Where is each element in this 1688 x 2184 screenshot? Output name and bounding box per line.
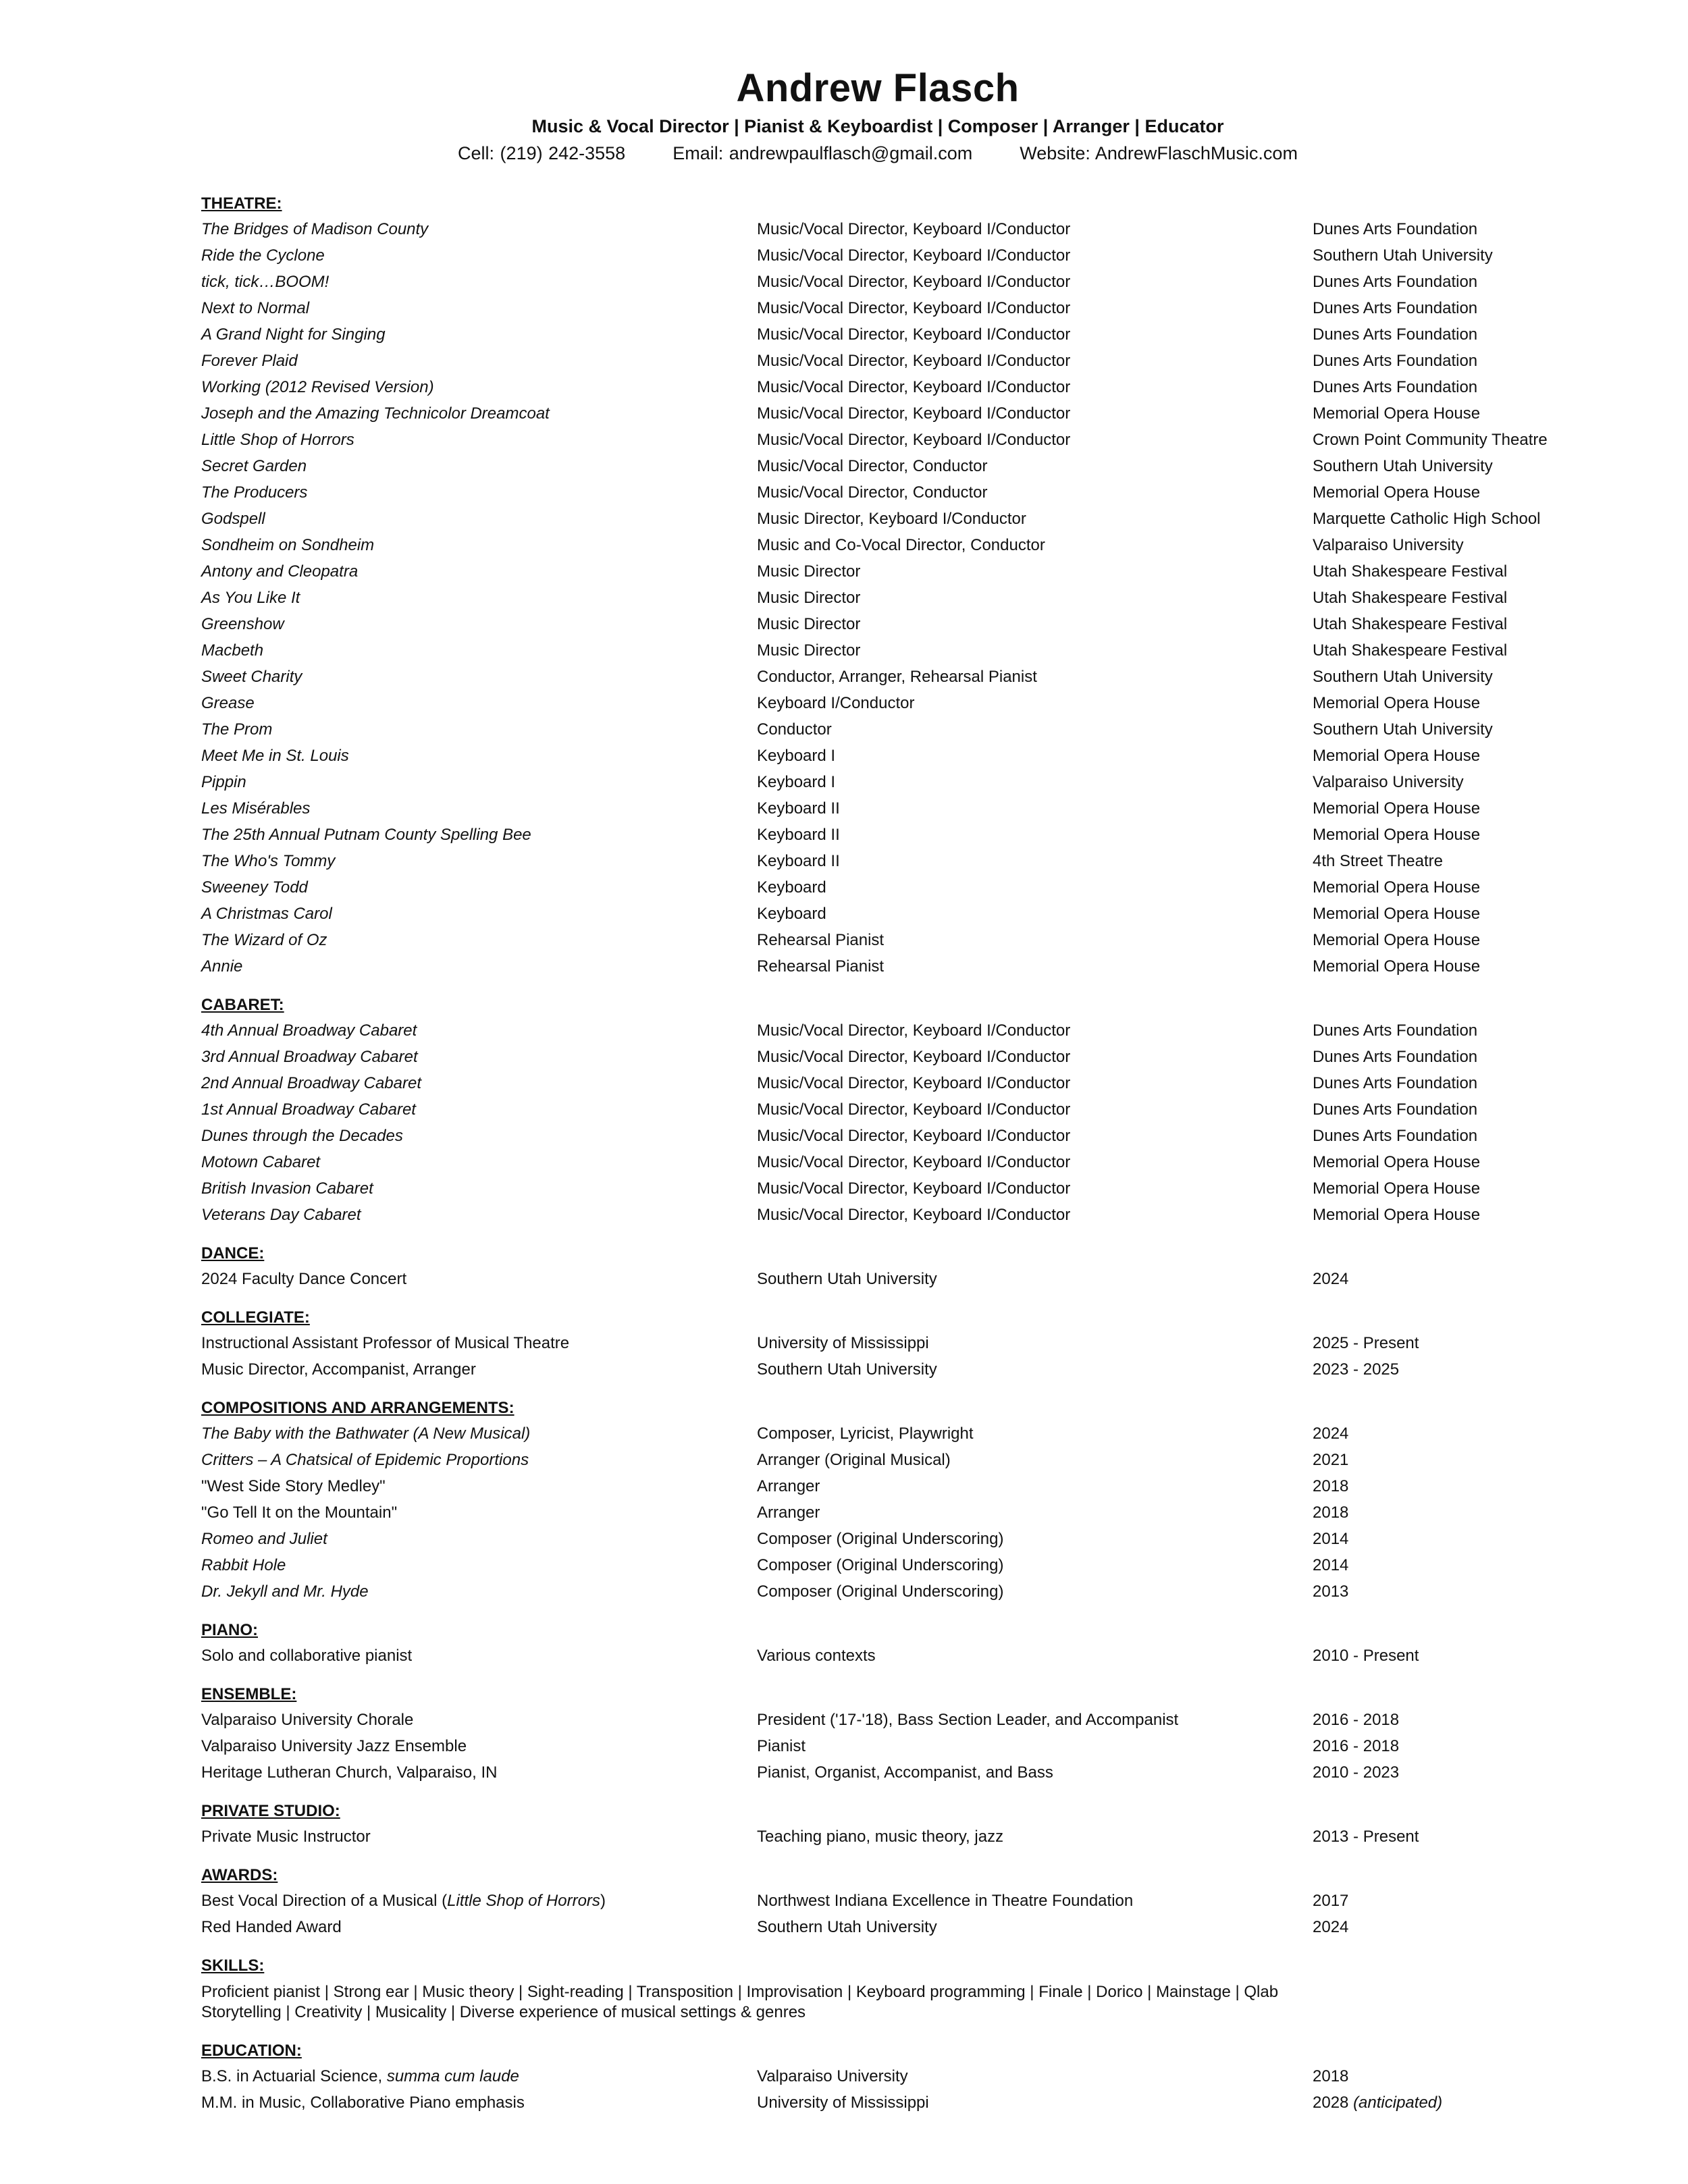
entry-title: British Invasion Cabaret	[201, 1179, 373, 1198]
entry-row	[201, 1499, 1565, 1526]
section-heading: ENSEMBLE:	[201, 1685, 297, 1703]
entry-title: Music Director, Accompanist, Arranger	[201, 1360, 476, 1379]
entry-title: The Who's Tommy	[201, 852, 336, 870]
section-theatre	[201, 192, 1565, 980]
entry-venue: Dunes Arts Foundation	[1313, 1074, 1478, 1092]
entry-role: Conductor	[757, 720, 832, 739]
entry-title: 1st Annual Broadway Cabaret	[201, 1100, 416, 1119]
entry-venue: Marquette Catholic High School	[1313, 510, 1541, 528]
entry-venue: 2010 - Present	[1313, 1647, 1419, 1665]
entry-row	[201, 1017, 1565, 1044]
skills-list	[201, 1978, 1565, 2025]
entry-title: 2nd Annual Broadway Cabaret	[201, 1074, 421, 1092]
entry-title: Romeo and Juliet	[201, 1530, 327, 1548]
section-heading: COMPOSITIONS AND ARRANGEMENTS:	[201, 1399, 515, 1417]
entry-title: Greenshow	[201, 615, 284, 633]
entry-row	[201, 295, 1565, 321]
entry-row	[201, 1123, 1565, 1149]
entry-venue: Dunes Arts Foundation	[1313, 378, 1478, 396]
entry-title: Working (2012 Revised Version)	[201, 378, 434, 396]
education-row	[201, 2089, 1565, 2116]
entry-title: Secret Garden	[201, 457, 307, 475]
school: University of Mississippi	[757, 2094, 929, 2112]
entry-role: Music/Vocal Director, Conductor	[757, 457, 988, 475]
resume-header	[0, 64, 1688, 167]
entry-role: Music/Vocal Director, Keyboard I/Conductor	[757, 1074, 1071, 1092]
entry-role: Keyboard I	[757, 747, 836, 765]
tagline: Music & Vocal Director | Pianist & Keyboardist | Composer | Arranger | Educator	[531, 116, 1224, 136]
entry-row	[201, 874, 1565, 901]
entry-title: The Wizard of Oz	[201, 931, 327, 949]
entry-venue: Dunes Arts Foundation	[1313, 1048, 1478, 1066]
entry-title: Ride the Cyclone	[201, 246, 325, 265]
entry-role: Keyboard II	[757, 852, 840, 870]
entry-title: Sweeney Todd	[201, 878, 308, 897]
entry-role: Composer (Original Underscoring)	[757, 1530, 1004, 1548]
website: Website: AndrewFlaschMusic.com	[1020, 143, 1298, 163]
entry-venue: 4th Street Theatre	[1313, 852, 1444, 870]
entry-title: The Baby with the Bathwater (A New Musical)	[201, 1424, 531, 1443]
entry-venue: Crown Point Community Theatre	[1313, 431, 1548, 449]
entry-title: Next to Normal	[201, 299, 310, 317]
entry-title: Grease	[201, 694, 255, 712]
entry-role: Keyboard II	[757, 826, 840, 844]
entry-title: Private Music Instructor	[201, 1828, 371, 1846]
section-skills	[201, 1954, 1565, 2025]
entry-title: 2024 Faculty Dance Concert	[201, 1270, 407, 1288]
entry-title: The Prom	[201, 720, 273, 739]
entry-title: "West Side Story Medley"	[201, 1477, 386, 1495]
entry-row	[201, 479, 1565, 506]
entry-venue: Memorial Opera House	[1313, 483, 1481, 502]
award-row	[201, 1914, 1565, 1940]
entry-role: Music/Vocal Director, Keyboard I/Conductor	[757, 378, 1071, 396]
entry-venue: 2023 - 2025	[1313, 1360, 1400, 1379]
entry-venue: 2014	[1313, 1530, 1349, 1548]
section-dance	[201, 1242, 1565, 1292]
entry-row	[201, 637, 1565, 664]
entry-row	[201, 1202, 1565, 1228]
entry-venue: Southern Utah University	[1313, 246, 1493, 265]
entry-row	[201, 953, 1565, 980]
entry-role: Music/Vocal Director, Keyboard I/Conductor	[757, 273, 1071, 291]
entry-title: Macbeth	[201, 641, 264, 660]
entry-role: Music Director	[757, 615, 861, 633]
entry-role: Music/Vocal Director, Keyboard I/Conductor	[757, 325, 1071, 344]
entry-venue: 2013	[1313, 1582, 1349, 1601]
section-awards	[201, 1863, 1565, 1940]
entry-row	[201, 1175, 1565, 1202]
entry-role: Southern Utah University	[757, 1360, 937, 1379]
person-name: Andrew Flasch	[736, 66, 1020, 110]
entry-row	[201, 216, 1565, 242]
entry-title: Critters – A Chatsical of Epidemic Proportions	[201, 1451, 529, 1469]
entry-role: Music Director	[757, 589, 861, 607]
entry-row	[201, 822, 1565, 848]
degree: B.S. in Actuarial Science, summa cum laude	[201, 2067, 519, 2085]
skills-line: Storytelling | Creativity | Musicality | Diverse experience of musical settings & genres	[201, 2003, 806, 2021]
entry-role: Music/Vocal Director, Conductor	[757, 483, 988, 502]
entry-role: Conductor, Arranger, Rehearsal Pianist	[757, 668, 1037, 686]
entry-title: Solo and collaborative pianist	[201, 1647, 413, 1665]
award-row	[201, 1888, 1565, 1914]
entry-role: Rehearsal Pianist	[757, 931, 885, 949]
resume-body	[201, 192, 1565, 2116]
entry-venue: Dunes Arts Foundation	[1313, 299, 1478, 317]
award-year: 2024	[1313, 1918, 1349, 1936]
entry-role: Various contexts	[757, 1647, 876, 1665]
entry-title: Heritage Lutheran Church, Valparaiso, IN	[201, 1763, 498, 1782]
entry-row	[201, 716, 1565, 743]
entry-row	[201, 400, 1565, 427]
entry-row	[201, 795, 1565, 822]
entry-title: 4th Annual Broadway Cabaret	[201, 1021, 417, 1040]
entry-row	[201, 1759, 1565, 1786]
entry-row	[201, 585, 1565, 611]
entry-venue: Memorial Opera House	[1313, 1206, 1481, 1224]
entry-row	[201, 1266, 1565, 1292]
section-private-studio	[201, 1799, 1565, 1850]
entry-row	[201, 1044, 1565, 1070]
entry-title: Valparaiso University Jazz Ensemble	[201, 1737, 467, 1755]
entry-role: President ('17-'18), Bass Section Leader, and Accompanist	[757, 1711, 1179, 1729]
cell-phone: Cell: (219) 242-3558	[458, 143, 626, 163]
entry-role: Music Director	[757, 641, 861, 660]
entry-row	[201, 743, 1565, 769]
entry-row	[201, 1552, 1565, 1578]
award-year: 2017	[1313, 1892, 1349, 1910]
education-row	[201, 2063, 1565, 2089]
entry-row	[201, 664, 1565, 690]
entry-row	[201, 1070, 1565, 1096]
entry-venue: Memorial Opera House	[1313, 931, 1481, 949]
entry-row	[201, 611, 1565, 637]
entry-venue: Dunes Arts Foundation	[1313, 273, 1478, 291]
entry-role: Arranger	[757, 1477, 820, 1495]
award-name: Red Handed Award	[201, 1918, 342, 1936]
entry-title: "Go Tell It on the Mountain"	[201, 1503, 398, 1522]
entry-venue: 2016 - 2018	[1313, 1737, 1400, 1755]
entry-venue: 2024	[1313, 1424, 1349, 1443]
entry-title: Sondheim on Sondheim	[201, 536, 375, 554]
entry-role: Keyboard II	[757, 799, 840, 818]
entry-role: Composer, Lyricist, Playwright	[757, 1424, 974, 1443]
entry-row	[201, 558, 1565, 585]
entry-role: Pianist, Organist, Accompanist, and Bass	[757, 1763, 1053, 1782]
entry-role: Music/Vocal Director, Keyboard I/Conductor	[757, 246, 1071, 265]
entry-title: Dr. Jekyll and Mr. Hyde	[201, 1582, 369, 1601]
entry-venue: 2018	[1313, 1503, 1349, 1522]
entry-venue: Memorial Opera House	[1313, 799, 1481, 818]
entry-role: Music Director	[757, 562, 861, 581]
entry-title: Little Shop of Horrors	[201, 431, 354, 449]
entry-row	[201, 769, 1565, 795]
entry-venue: Utah Shakespeare Festival	[1313, 562, 1508, 581]
entry-row	[201, 532, 1565, 558]
entry-row	[201, 1356, 1565, 1383]
degree: M.M. in Music, Collaborative Piano emphasis	[201, 2094, 525, 2112]
section-education	[201, 2039, 1565, 2116]
entry-title: Veterans Day Cabaret	[201, 1206, 361, 1224]
entry-role: Keyboard	[757, 878, 826, 897]
entry-title: Annie	[201, 957, 243, 976]
entry-venue: Dunes Arts Foundation	[1313, 325, 1478, 344]
entry-title: Motown Cabaret	[201, 1153, 321, 1171]
entry-venue: Valparaiso University	[1313, 773, 1464, 791]
entry-venue: Dunes Arts Foundation	[1313, 1100, 1478, 1119]
entry-role: Keyboard I/Conductor	[757, 694, 915, 712]
entry-venue: Memorial Opera House	[1313, 694, 1481, 712]
entry-row	[201, 1643, 1565, 1669]
entry-title: Sweet Charity	[201, 668, 302, 686]
entry-title: Pippin	[201, 773, 246, 791]
entry-title: Godspell	[201, 510, 265, 528]
award-org: Southern Utah University	[757, 1918, 937, 1936]
section-heading: PIANO:	[201, 1621, 258, 1639]
entry-role: Music/Vocal Director, Keyboard I/Conductor	[757, 299, 1071, 317]
entry-row	[201, 506, 1565, 532]
section-heading: AWARDS:	[201, 1866, 278, 1884]
section-heading: DANCE:	[201, 1244, 265, 1262]
entry-role: Music/Vocal Director, Keyboard I/Conductor	[757, 404, 1071, 423]
entry-row	[201, 901, 1565, 927]
entry-venue: Valparaiso University	[1313, 536, 1464, 554]
entry-title: Forever Plaid	[201, 352, 298, 370]
entry-title: A Grand Night for Singing	[201, 325, 386, 344]
entry-row	[201, 927, 1565, 953]
entry-venue: Dunes Arts Foundation	[1313, 1127, 1478, 1145]
entry-title: Les Misérables	[201, 799, 311, 818]
entry-row	[201, 242, 1565, 269]
contact-line	[0, 140, 1688, 167]
entry-venue: Memorial Opera House	[1313, 826, 1481, 844]
entry-role: Music/Vocal Director, Keyboard I/Conductor	[757, 1179, 1071, 1198]
entry-venue: Dunes Arts Foundation	[1313, 1021, 1478, 1040]
entry-venue: Memorial Opera House	[1313, 1179, 1481, 1198]
entry-venue: 2010 - 2023	[1313, 1763, 1400, 1782]
section-heading: EDUCATION:	[201, 2042, 302, 2060]
section-collegiate	[201, 1306, 1565, 1383]
entry-role: Music/Vocal Director, Keyboard I/Conductor	[757, 352, 1071, 370]
entry-venue: Memorial Opera House	[1313, 905, 1481, 923]
entry-row	[201, 1447, 1565, 1473]
entry-row	[201, 1330, 1565, 1356]
entry-venue: 2024	[1313, 1270, 1349, 1288]
entry-row	[201, 690, 1565, 716]
entry-title: Antony and Cleopatra	[201, 562, 359, 581]
entry-role: Music/Vocal Director, Keyboard I/Conductor	[757, 1100, 1071, 1119]
entry-row	[201, 1526, 1565, 1552]
entry-role: Music/Vocal Director, Keyboard I/Conductor	[757, 1048, 1071, 1066]
entry-title: Joseph and the Amazing Technicolor Dreamcoat	[201, 404, 550, 423]
entry-venue: Utah Shakespeare Festival	[1313, 641, 1508, 660]
entry-role: Music/Vocal Director, Keyboard I/Conductor	[757, 1153, 1071, 1171]
entry-venue: Memorial Opera House	[1313, 404, 1481, 423]
entry-role: Southern Utah University	[757, 1270, 937, 1288]
entry-row	[201, 1149, 1565, 1175]
entry-role: Teaching piano, music theory, jazz	[757, 1828, 1004, 1846]
entry-title: Instructional Assistant Professor of Musical Theatre	[201, 1334, 570, 1352]
entry-venue: Utah Shakespeare Festival	[1313, 589, 1508, 607]
entry-row	[201, 1420, 1565, 1447]
entry-venue: Memorial Opera House	[1313, 878, 1481, 897]
entry-role: Music/Vocal Director, Keyboard I/Conductor	[757, 431, 1071, 449]
entry-row	[201, 1578, 1565, 1605]
entry-venue: Utah Shakespeare Festival	[1313, 615, 1508, 633]
section-cabaret	[201, 993, 1565, 1228]
entry-role: Music and Co-Vocal Director, Conductor	[757, 536, 1045, 554]
entry-role: Pianist	[757, 1737, 806, 1755]
entry-row	[201, 321, 1565, 348]
section-piano	[201, 1618, 1565, 1669]
graduation-year: 2018	[1313, 2067, 1349, 2085]
entry-venue: Southern Utah University	[1313, 668, 1493, 686]
graduation-year: 2028 (anticipated)	[1313, 2094, 1443, 2112]
entry-role: Keyboard	[757, 905, 826, 923]
entry-role: Music/Vocal Director, Keyboard I/Conductor	[757, 1021, 1071, 1040]
entry-title: The Bridges of Madison County	[201, 220, 429, 238]
entry-title: Meet Me in St. Louis	[201, 747, 349, 765]
entry-title: 3rd Annual Broadway Cabaret	[201, 1048, 418, 1066]
section-heading: SKILLS:	[201, 1956, 265, 1975]
entry-role: Music/Vocal Director, Keyboard I/Conductor	[757, 1127, 1071, 1145]
entry-role: Composer (Original Underscoring)	[757, 1556, 1004, 1574]
skills-line: Proficient pianist | Strong ear | Music theory | Sight-reading | Transposition | Improvisation | Keyboard programming | Finale | Dorico | Mainstage | Qlab	[201, 1983, 1279, 2001]
entry-row	[201, 453, 1565, 479]
entry-title: The 25th Annual Putnam County Spelling Bee	[201, 826, 531, 844]
entry-role: Music Director, Keyboard I/Conductor	[757, 510, 1026, 528]
section-ensemble	[201, 1682, 1565, 1786]
entry-row	[201, 269, 1565, 295]
entry-venue: 2021	[1313, 1451, 1349, 1469]
entry-title: Valparaiso University Chorale	[201, 1711, 414, 1729]
entry-venue: Dunes Arts Foundation	[1313, 220, 1478, 238]
section-heading: COLLEGIATE:	[201, 1308, 310, 1327]
entry-venue: Southern Utah University	[1313, 457, 1493, 475]
entry-role: Music/Vocal Director, Keyboard I/Conductor	[757, 1206, 1071, 1224]
entry-row	[201, 848, 1565, 874]
entry-role: Arranger (Original Musical)	[757, 1451, 951, 1469]
entry-venue: 2014	[1313, 1556, 1349, 1574]
entry-row	[201, 348, 1565, 374]
entry-role: Keyboard I	[757, 773, 836, 791]
entry-row	[201, 427, 1565, 453]
entry-row	[201, 374, 1565, 400]
entry-role: Music/Vocal Director, Keyboard I/Conductor	[757, 220, 1071, 238]
award-name: Best Vocal Direction of a Musical (Little Shop of Horrors)	[201, 1892, 606, 1910]
entry-role: Composer (Original Underscoring)	[757, 1582, 1004, 1601]
entry-role: Rehearsal Pianist	[757, 957, 885, 976]
entry-row	[201, 1707, 1565, 1733]
email: Email: andrewpaulflasch@gmail.com	[672, 143, 973, 163]
entry-title: tick, tick…BOOM!	[201, 273, 329, 291]
entry-row	[201, 1473, 1565, 1499]
entry-title: Dunes through the Decades	[201, 1127, 403, 1145]
school: Valparaiso University	[757, 2067, 908, 2085]
entry-venue: Memorial Opera House	[1313, 747, 1481, 765]
entry-role: Arranger	[757, 1503, 820, 1522]
entry-venue: Dunes Arts Foundation	[1313, 352, 1478, 370]
entry-venue: 2025 - Present	[1313, 1334, 1419, 1352]
entry-title: Rabbit Hole	[201, 1556, 286, 1574]
section-heading: CABARET:	[201, 996, 284, 1014]
entry-title: A Christmas Carol	[201, 905, 332, 923]
entry-venue: 2013 - Present	[1313, 1828, 1419, 1846]
entry-venue: Memorial Opera House	[1313, 1153, 1481, 1171]
section-compositions	[201, 1396, 1565, 1605]
section-heading: PRIVATE STUDIO:	[201, 1802, 340, 1820]
section-heading: THEATRE:	[201, 194, 282, 213]
entry-row	[201, 1733, 1565, 1759]
entry-row	[201, 1096, 1565, 1123]
entry-title: The Producers	[201, 483, 308, 502]
award-org: Northwest Indiana Excellence in Theatre Foundation	[757, 1892, 1134, 1910]
entry-venue: Memorial Opera House	[1313, 957, 1481, 976]
entry-venue: Southern Utah University	[1313, 720, 1493, 739]
entry-title: As You Like It	[201, 589, 300, 607]
entry-role: University of Mississippi	[757, 1334, 929, 1352]
entry-venue: 2018	[1313, 1477, 1349, 1495]
entry-row	[201, 1823, 1565, 1850]
entry-venue: 2016 - 2018	[1313, 1711, 1400, 1729]
